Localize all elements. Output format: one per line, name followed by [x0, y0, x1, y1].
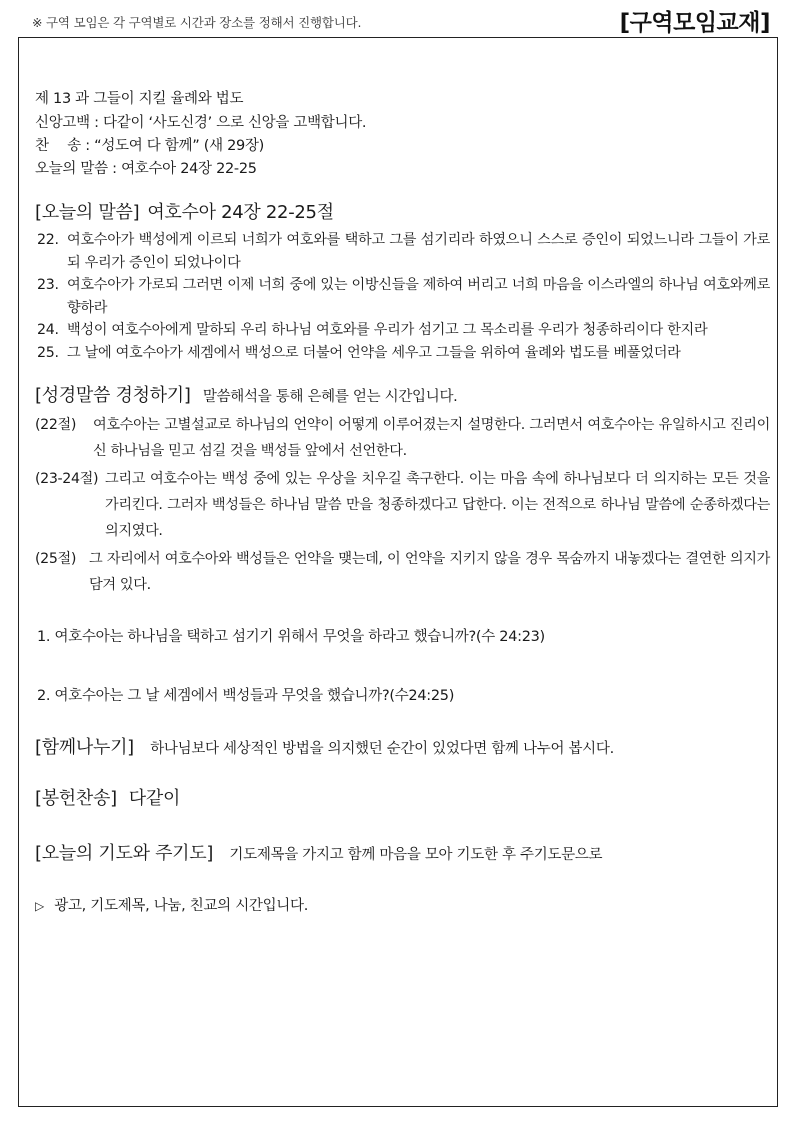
hymn-label: 찬 송 : — [35, 138, 90, 154]
worship-order — [35, 88, 770, 181]
explanation-ref: (25절) — [35, 551, 77, 567]
scripture-heading — [35, 201, 770, 226]
verse-text: 백성이 여호수아에게 말하되 우리 하나님 여호와를 우리가 섬기고 그 목소리를 우리가 청종하리이다 한지라 — [67, 322, 708, 338]
question-list — [35, 626, 770, 707]
explanation-item — [35, 466, 770, 544]
offering-desc: 다같이 — [128, 788, 181, 809]
announce-text: 광고, 기도제목, 나눔, 친교의 시간입니다. — [54, 898, 309, 914]
word-line — [35, 158, 770, 181]
lesson-title: 제 13 과 그들이 지킬 율례와 법도 — [35, 91, 244, 107]
hymn-line — [35, 135, 770, 158]
verse-item — [35, 342, 770, 365]
explanation-item — [35, 412, 770, 464]
verse-text: 여호수아가 가로되 그러면 이제 너희 중에 있는 이방신들을 제하여 버리고 너희 마음을 이스라엘의 하나님 여호와께로 향하라 — [67, 277, 770, 316]
explanation-text: 그 자리에서 여호수아와 백성들은 언약을 맺는데, 이 언약을 지키지 않을 경우 목숨까지 내놓겠다는 결연한 의지가 담겨 있다. — [89, 551, 770, 593]
prayer-section — [35, 842, 770, 867]
verse-list — [35, 229, 770, 364]
listen-tag: [성경말씀 경청하기] — [35, 385, 191, 406]
verse-number: 22. — [37, 232, 59, 248]
prayer-desc: 기도제목을 가지고 함께 마음을 모아 기도한 후 주기도문으로 — [229, 847, 603, 863]
content-body — [35, 88, 770, 917]
verse-number: 24. — [37, 322, 59, 338]
share-desc: 하나님보다 세상적인 방법을 의지했던 순간이 있었다면 함께 나누어 봅시다. — [150, 741, 614, 757]
explanation-ref: (23-24절) — [35, 471, 99, 487]
question-item: 2. 여호수아는 그 날 세겜에서 백성들과 무엇을 했습니까?(수24:25) — [37, 688, 455, 704]
prayer-tag: [오늘의 기도와 주기도] — [35, 843, 214, 864]
word-text: 여호수아 24장 22-25 — [121, 161, 257, 177]
hymn-text: “성도여 다 함께” (새 29장) — [94, 138, 265, 154]
verse-item — [35, 319, 770, 342]
verse-text: 여호수아가 백성에게 이르되 너희가 여호와를 택하고 그를 섬기리라 하였으니 스스로 증인이 되었느니라 그들이 가로되 우리가 증인이 되었나이다 — [67, 232, 770, 271]
scripture-ref: 여호수아 24장 22-25절 — [147, 202, 334, 223]
offering-section — [35, 787, 770, 812]
explanation-ref: (22절) — [35, 417, 77, 433]
verse-text: 그 날에 여호수아가 세겜에서 백성으로 더불어 언약을 세우고 그들을 위하여 율례와 법도를 베풀었더라 — [67, 344, 681, 361]
creed-text: 다같이 ‘사도신경’ 으로 신앙을 고백합니다. — [103, 115, 367, 131]
word-label: 오늘의 말씀 : — [35, 161, 117, 177]
offering-tag: [봉헌찬송] — [35, 788, 117, 809]
share-tag: [함께나누기] — [35, 737, 134, 758]
triangle-right-icon: ▷ — [35, 899, 44, 913]
creed-line — [35, 112, 770, 135]
verse-item — [35, 274, 770, 319]
verse-item — [35, 229, 770, 274]
listen-heading — [35, 384, 770, 409]
content-frame — [18, 37, 778, 1107]
scripture-tag: [오늘의 말씀] — [35, 202, 140, 223]
header-note: ※ 구역 모임은 각 구역별로 시간과 장소를 정해서 진행합니다. — [32, 15, 362, 30]
listen-desc: 말씀해석을 통해 은혜를 얻는 시간입니다. — [202, 389, 458, 405]
explanation-list — [35, 412, 770, 598]
explanation-item — [35, 546, 770, 598]
brand-title: [구역모임교재] — [619, 10, 770, 36]
explanation-text: 그리고 여호수아는 백성 중에 있는 우상을 치우길 촉구한다. 이는 마음 속에 하나님보다 더 의지하는 모든 것을 가리킨다. 그러자 백성들은 하나님 말씀 만을 청종하겠다고 답한다. 이는 전적으로 하나님 말씀에 순종하겠다는 의지였다. — [105, 471, 770, 539]
explanation-text: 여호수아는 고별설교로 하나님의 언약이 어떻게 이루어졌는지 설명한다. 그러면서 여호수아는 유일하시고 진리이신 하나님을 믿고 섬길 것을 백성들 앞에서 선언한다. — [93, 417, 770, 459]
question-item: 1. 여호수아는 하나님을 택하고 섬기기 위해서 무엇을 하라고 했습니까?(수 24:23) — [37, 629, 545, 645]
announce-line — [35, 895, 770, 917]
share-section — [35, 736, 770, 761]
creed-label: 신앙고백 : — [35, 115, 99, 131]
verse-number: 23. — [37, 277, 59, 293]
verse-number: 25. — [37, 344, 59, 361]
